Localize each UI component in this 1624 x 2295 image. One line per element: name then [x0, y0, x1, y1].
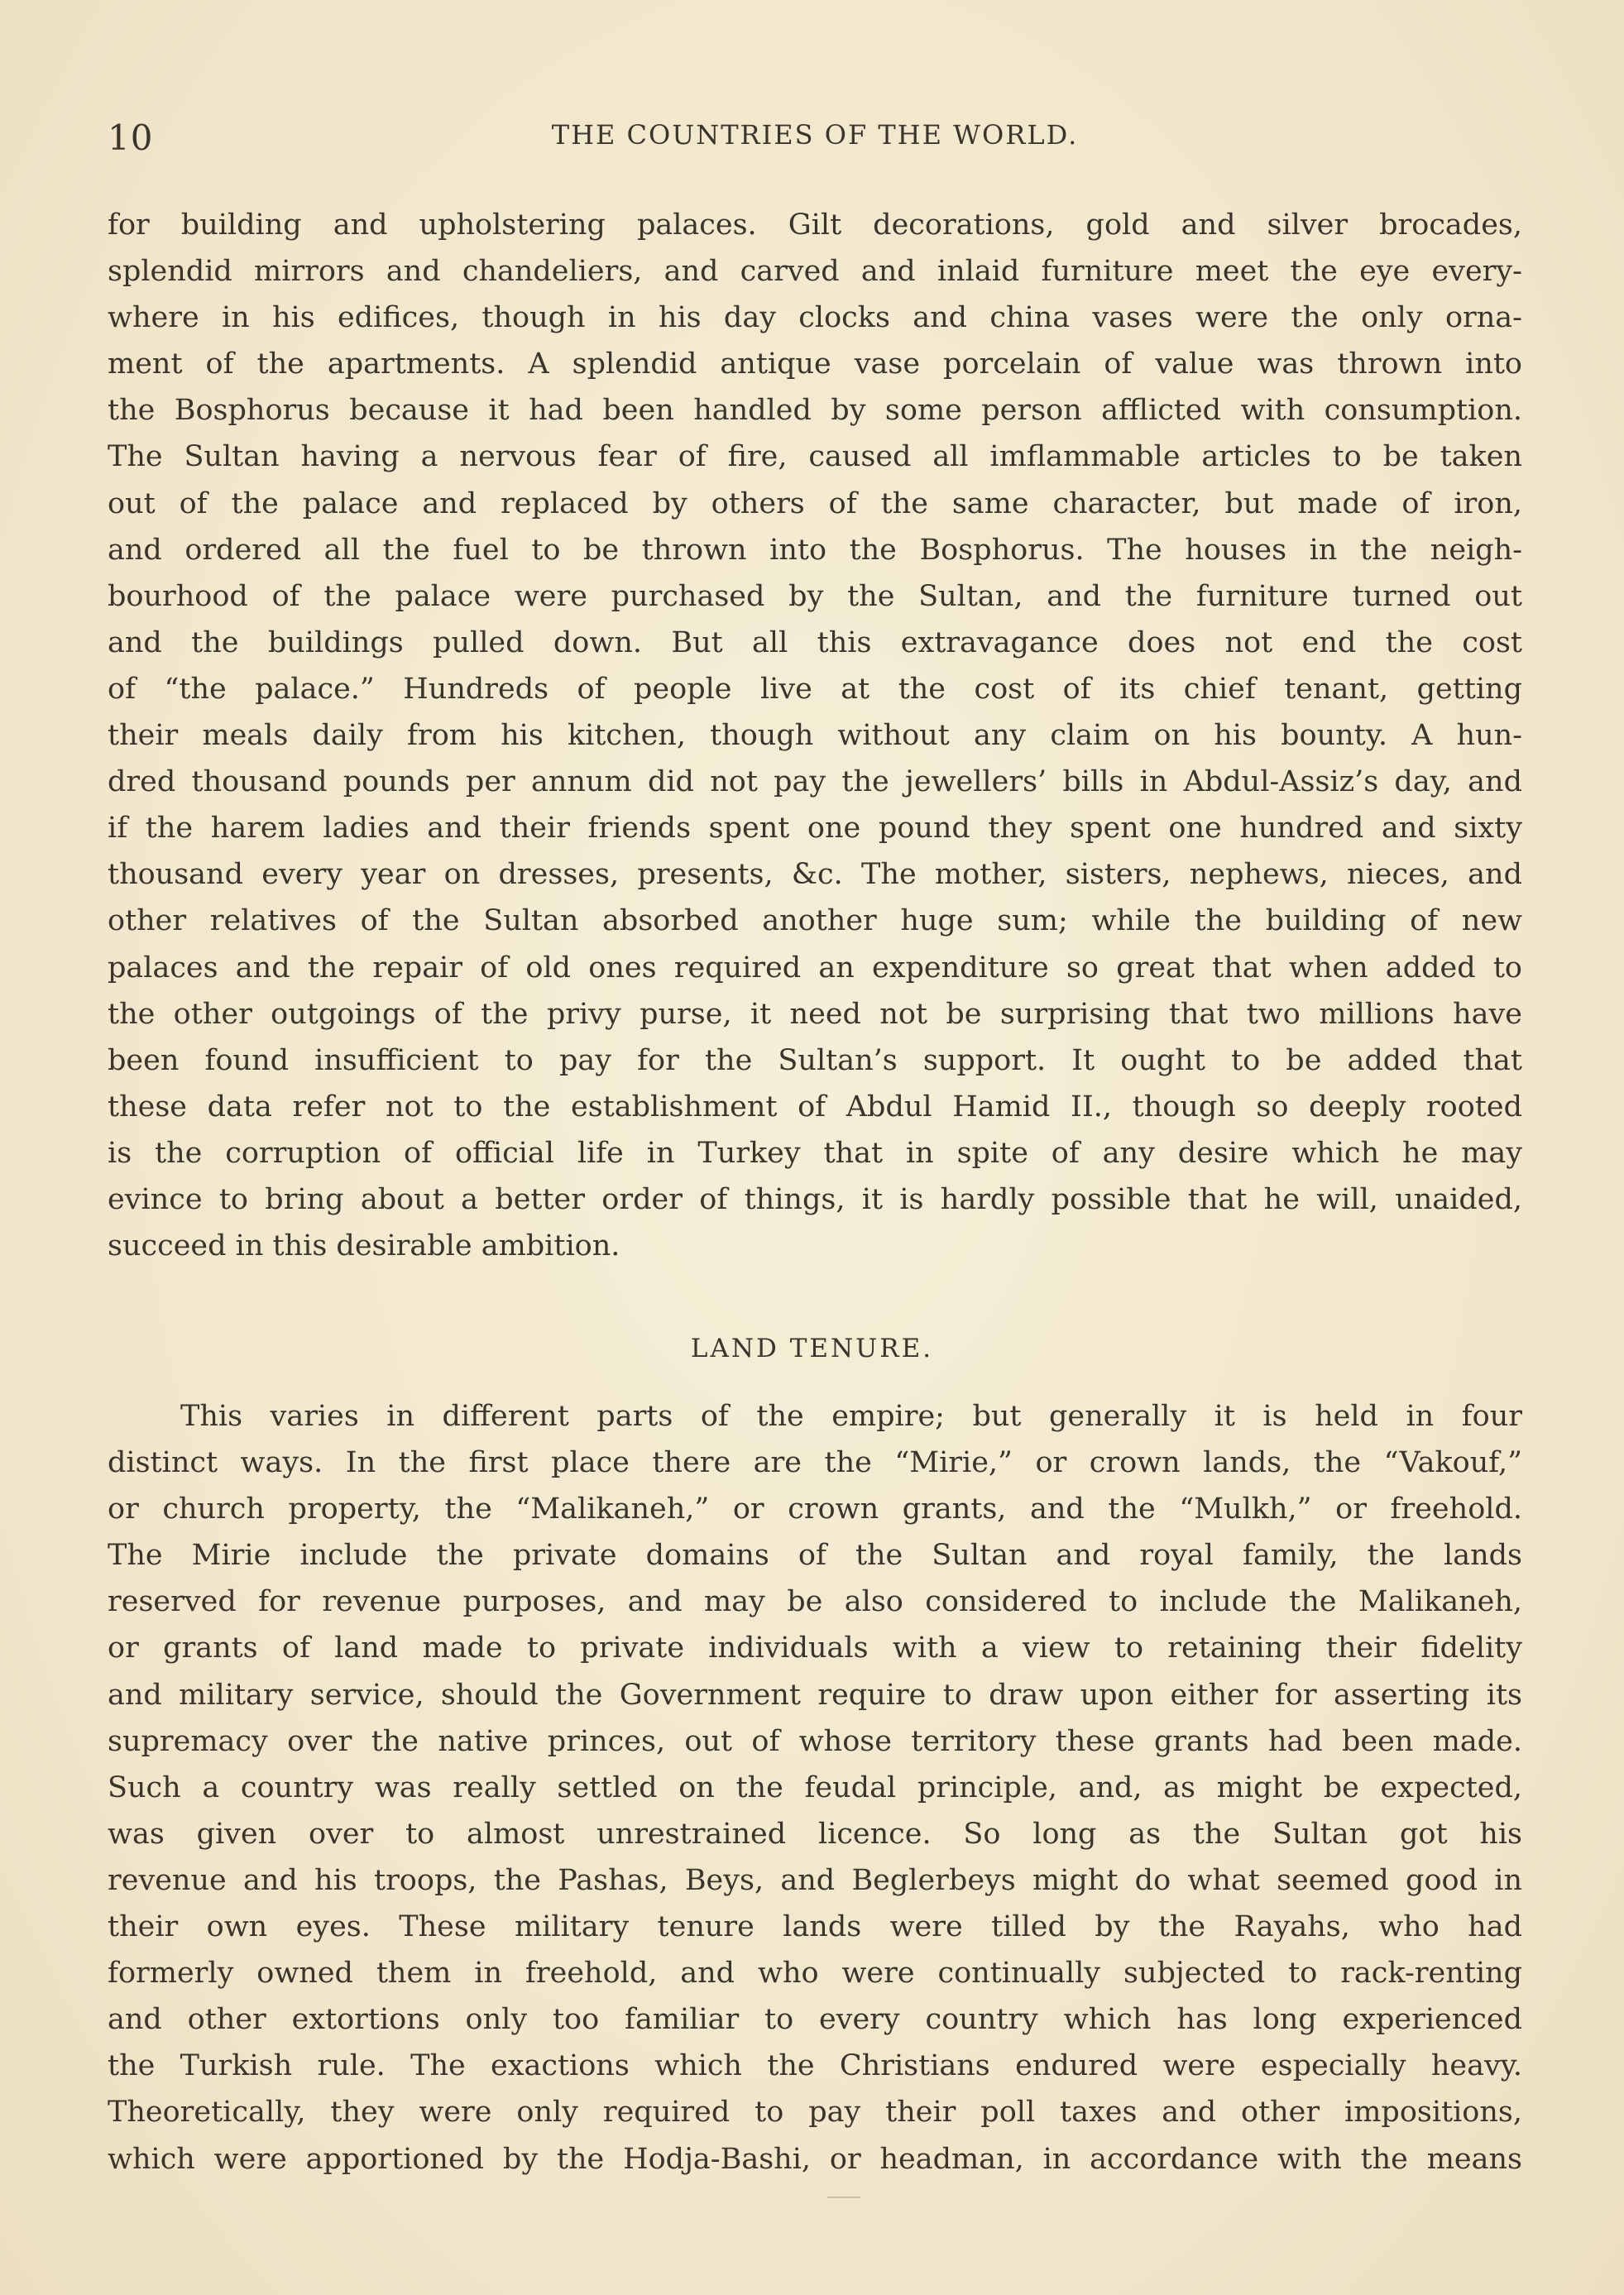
page-number: 10 [108, 117, 154, 158]
text-line: these data refer not to the establishment of Abdul Hamid II., though so deeply rooted [108, 1090, 1522, 1124]
text-line: been found insufficient to pay for the Sultan’s support. It ought to be added that [108, 1043, 1522, 1077]
body-paragraph-1 [108, 202, 1522, 1269]
text-line: bourhood of the palace were purchased by the Sultan, and the furniture turned out [108, 579, 1522, 613]
text-line: thousand every year on dresses, presents, &c. The mother, sisters, nephews, nieces, and [108, 858, 1522, 892]
heading-initial: T [789, 1334, 810, 1363]
text-line: for building and upholstering palaces. Gilt decorations, gold and silver brocades, [108, 208, 1522, 242]
text-line: dred thousand pounds per annum did not pay the jewellers’ bills in Abdul-Assiz’s day, and [108, 765, 1522, 799]
text-line: the Bosphorus because it had been handled by some person afflicted with consumption. [108, 394, 1522, 428]
print-mark [827, 2197, 860, 2198]
section-heading [0, 1334, 1624, 1363]
text-line: supremacy over the native princes, out of whose territory these grants had been made. [108, 1724, 1522, 1758]
text-line: Such a country was really settled on the feudal principle, and, as might be expected, [108, 1770, 1522, 1804]
text-line: and ordered all the fuel to be thrown into the Bosphorus. The houses in the neigh- [108, 533, 1522, 567]
text-line: their meals daily from his kitchen, though without any claim on his bounty. A hun- [108, 719, 1522, 753]
text-line: splendid mirrors and chandeliers, and carved and inlaid furniture meet the eye every- [108, 255, 1522, 289]
running-head [108, 117, 1522, 164]
text-line: the other outgoings of the privy purse, it need not be surprising that two millions have [108, 997, 1522, 1031]
text-line: if the harem ladies and their friends spent one pound they spent one hundred and sixty [108, 812, 1522, 846]
heading-word-rest: ENURE. [809, 1334, 934, 1363]
text-line: and the buildings pulled down. But all this extravagance does not end the cost [108, 625, 1522, 659]
heading-initial: L [690, 1334, 711, 1363]
text-line: distinct ways. In the first place there are the “Mirie,” or crown lands, the “Vakouf,” [108, 1446, 1522, 1480]
running-title: THE COUNTRIES OF THE WORLD. [551, 119, 1079, 151]
text-line: evince to bring about a better order of things, it is hardly possible that he will, unaided, [108, 1182, 1522, 1216]
text-line: The Sultan having a nervous fear of fire, caused all imflammable articles to be taken [108, 440, 1522, 474]
text-line: revenue and his troops, the Pashas, Beys, and Beglerbeys might do what seemed good in [108, 1863, 1522, 1897]
text-line: their own eyes. These military tenure lands were tilled by the Rayahs, who had [108, 1910, 1522, 1944]
text-line: out of the palace and replaced by others of the same character, but made of iron, [108, 486, 1522, 520]
text-line: and military service, should the Government require to draw upon either for asserting its [108, 1678, 1522, 1712]
heading-word-rest: AND [710, 1334, 779, 1363]
text-line: succeed in this desirable ambition. [108, 1229, 620, 1263]
text-line: or grants of land made to private individuals with a view to retaining their fidelity [108, 1631, 1522, 1665]
text-line: reserved for revenue purposes, and may be also considered to include the Malikaneh, [108, 1585, 1522, 1619]
text-line: The Mirie include the private domains of the Sultan and royal family, the lands [108, 1539, 1522, 1573]
text-line: formerly owned them in freehold, and who were continually subjected to rack-renting [108, 1957, 1522, 1991]
text-line: was given over to almost unrestrained licence. So long as the Sultan got his [108, 1817, 1522, 1851]
text-line: and other extortions only too familiar to every country which has long experienced [108, 2003, 1522, 2037]
text-line: ment of the apartments. A splendid antique vase porcelain of value was thrown into [108, 347, 1522, 381]
text-line: palaces and the repair of old ones required an expenditure so great that when added to [108, 951, 1522, 985]
text-line: where in his edifices, though in his day clocks and china vases were the only orna- [108, 301, 1522, 335]
text-line: is the corruption of official life in Turkey that in spite of any desire which he may [108, 1136, 1522, 1170]
body-paragraph-2 [108, 1393, 1522, 2182]
text-line: which were apportioned by the Hodja-Bashi, or headman, in accordance with the means [108, 2142, 1522, 2176]
text-line: Theoretically, they were only required to pay their poll taxes and other impositions, [108, 2096, 1522, 2130]
text-line: the Turkish rule. The exactions which the Christians endured were especially heavy. [108, 2049, 1522, 2083]
text-line: or church property, the “Malikaneh,” or crown grants, and the “Mulkh,” or freehold. [108, 1492, 1522, 1526]
text-line: of “the palace.” Hundreds of people live at the cost of its chief tenant, getting [108, 672, 1522, 706]
text-line: This varies in different parts of the empire; but generally it is held in four [180, 1400, 1522, 1433]
text-line: other relatives of the Sultan absorbed another huge sum; while the building of new [108, 904, 1522, 938]
